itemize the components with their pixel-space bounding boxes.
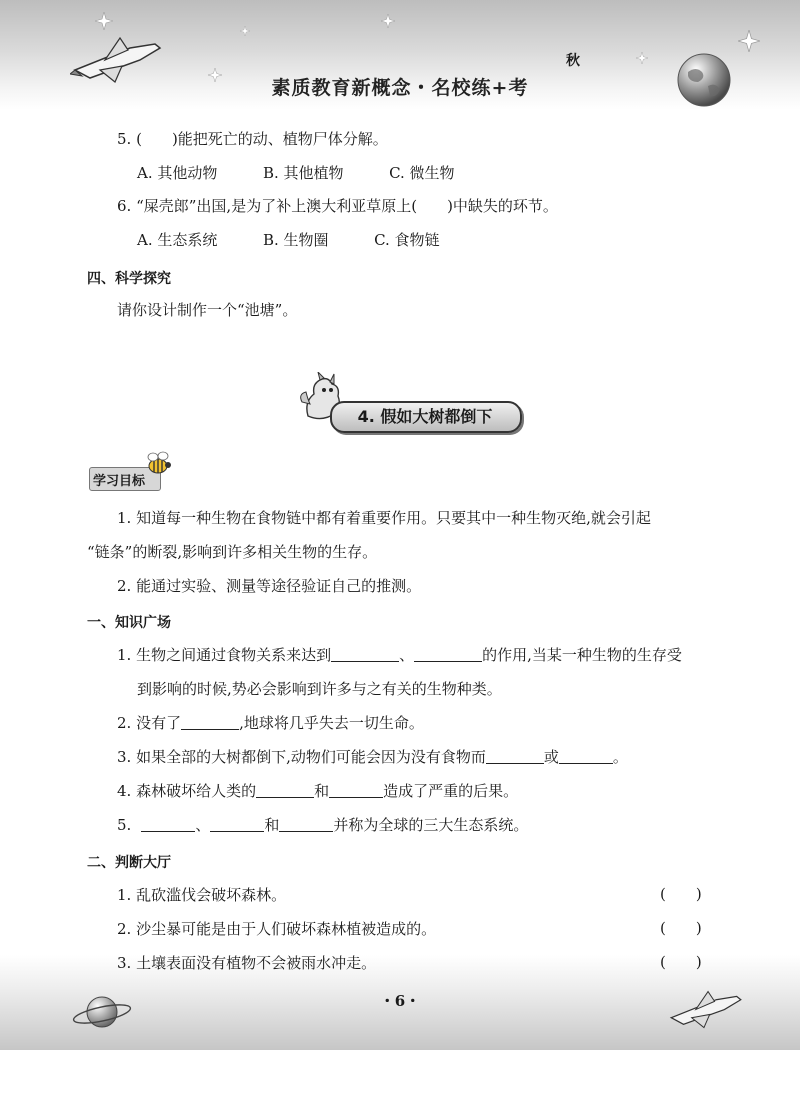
question-5 bbox=[117, 129, 388, 149]
star-icon bbox=[636, 52, 648, 64]
q5-text-a: 5. bbox=[117, 816, 132, 834]
fill-blank[interactable] bbox=[210, 815, 264, 832]
q5-text-d: 并称为全球的三大生态系统。 bbox=[333, 816, 529, 834]
season-label: 秋 bbox=[566, 53, 580, 69]
option-c: C. 食物链 bbox=[374, 231, 440, 249]
section-heading-judgment: 二、判断大厅 bbox=[87, 855, 171, 871]
page-header-title: 素质教育新概念・名校练+考 bbox=[271, 77, 529, 99]
question-number: 6. bbox=[117, 197, 132, 215]
q5-sep: 、 bbox=[195, 816, 211, 834]
fill-blank[interactable] bbox=[279, 815, 333, 832]
paren-close: ) bbox=[695, 953, 702, 971]
question-5-options bbox=[137, 163, 455, 183]
q1-text-b: 的作用,当某一种生物的生存受 bbox=[482, 646, 682, 664]
q4-text-b: 和 bbox=[314, 782, 330, 800]
inquiry-task: 请你设计制作一个“池塘”。 bbox=[117, 301, 298, 319]
paren-open: ( bbox=[660, 953, 666, 971]
goal-1-line-1: 1. 知道每一种生物在食物链中都有着重要作用。只要其中一种生物灭绝,就会引起 bbox=[117, 509, 651, 527]
question-6-options bbox=[137, 230, 440, 250]
fill-blank[interactable] bbox=[181, 713, 239, 730]
q5-text-c: 和 bbox=[264, 816, 280, 834]
q4-text-c: 造成了严重的后果。 bbox=[383, 782, 519, 800]
page-number: ・6・ bbox=[379, 992, 421, 1010]
q2-text-a: 2. 没有了 bbox=[117, 714, 182, 732]
star-icon bbox=[381, 14, 395, 28]
paren-open: ( bbox=[660, 885, 666, 903]
q3-text-b: 或 bbox=[543, 748, 559, 766]
lesson-title: 4. 假如大树都倒下 bbox=[357, 407, 493, 426]
fill-blank[interactable] bbox=[414, 645, 482, 662]
star-icon bbox=[240, 26, 250, 36]
q4-text-a: 4. 森林破坏给人类的 bbox=[117, 782, 257, 800]
fill-blank[interactable] bbox=[141, 815, 195, 832]
option-a: A. 其他动物 bbox=[137, 164, 218, 182]
option-b: B. 其他植物 bbox=[262, 164, 344, 182]
judge-answer-1[interactable] bbox=[660, 885, 702, 903]
q3-text-a: 3. 如果全部的大树都倒下,动物们可能会因为没有食物而 bbox=[117, 748, 486, 766]
fill-blank[interactable] bbox=[256, 781, 314, 798]
question-number: 5. bbox=[117, 130, 132, 148]
question-text: “屎壳郎”出国,是为了补上澳大利亚草原上( bbox=[136, 197, 418, 215]
judge-item-1: 1. 乱砍滥伐会破坏森林。 bbox=[117, 886, 287, 904]
option-a: A. 生态系统 bbox=[137, 231, 218, 249]
section-heading-knowledge: 一、知识广场 bbox=[87, 615, 171, 631]
goal-1-line-2: “链条”的断裂,影响到许多相关生物的生存。 bbox=[87, 543, 378, 561]
paren-open: ( bbox=[660, 919, 666, 937]
paren-close: ) bbox=[695, 919, 702, 937]
fill-blank[interactable] bbox=[559, 747, 613, 764]
q1-text-a: 1. 生物之间通过食物关系来达到 bbox=[117, 646, 332, 664]
judge-item-3: 3. 土壤表面没有植物不会被雨水冲走。 bbox=[117, 954, 377, 972]
fill-blank[interactable] bbox=[486, 747, 544, 764]
q2-text-b: ,地球将几乎失去一切生命。 bbox=[239, 714, 424, 732]
knowledge-q5 bbox=[117, 815, 528, 835]
q3-text-c: 。 bbox=[612, 748, 628, 766]
star-icon bbox=[95, 12, 113, 30]
judge-answer-2[interactable] bbox=[660, 919, 702, 937]
knowledge-q1 bbox=[117, 645, 682, 665]
question-paren-open: ( bbox=[136, 130, 142, 148]
bee-icon bbox=[143, 450, 173, 478]
paren-close: ) bbox=[695, 885, 702, 903]
knowledge-q1-cont: 到影响的时候,势必会影响到许多与之有关的生物种类。 bbox=[137, 680, 502, 698]
fill-blank[interactable] bbox=[331, 645, 399, 662]
option-b: B. 生物圈 bbox=[262, 231, 329, 249]
section-heading-inquiry: 四、科学探究 bbox=[87, 271, 171, 287]
question-text-end: )中缺失的环节。 bbox=[447, 197, 558, 215]
option-c: C. 微生物 bbox=[389, 164, 455, 182]
knowledge-q4 bbox=[117, 781, 518, 801]
goal-2: 2. 能通过实验、测量等途径验证自己的推测。 bbox=[117, 577, 422, 595]
judge-item-2: 2. 沙尘暴可能是由于人们破坏森林植被造成的。 bbox=[117, 920, 437, 938]
fill-blank[interactable] bbox=[329, 781, 383, 798]
knowledge-q3 bbox=[117, 747, 628, 767]
star-icon bbox=[738, 30, 760, 52]
judge-answer-3[interactable] bbox=[660, 953, 702, 971]
question-6 bbox=[117, 196, 558, 216]
knowledge-q2 bbox=[117, 713, 424, 733]
q1-sep: 、 bbox=[399, 646, 415, 664]
question-text: )能把死亡的动、植物尸体分解。 bbox=[171, 130, 388, 148]
learning-goals-label: 学习目标 bbox=[93, 474, 146, 489]
